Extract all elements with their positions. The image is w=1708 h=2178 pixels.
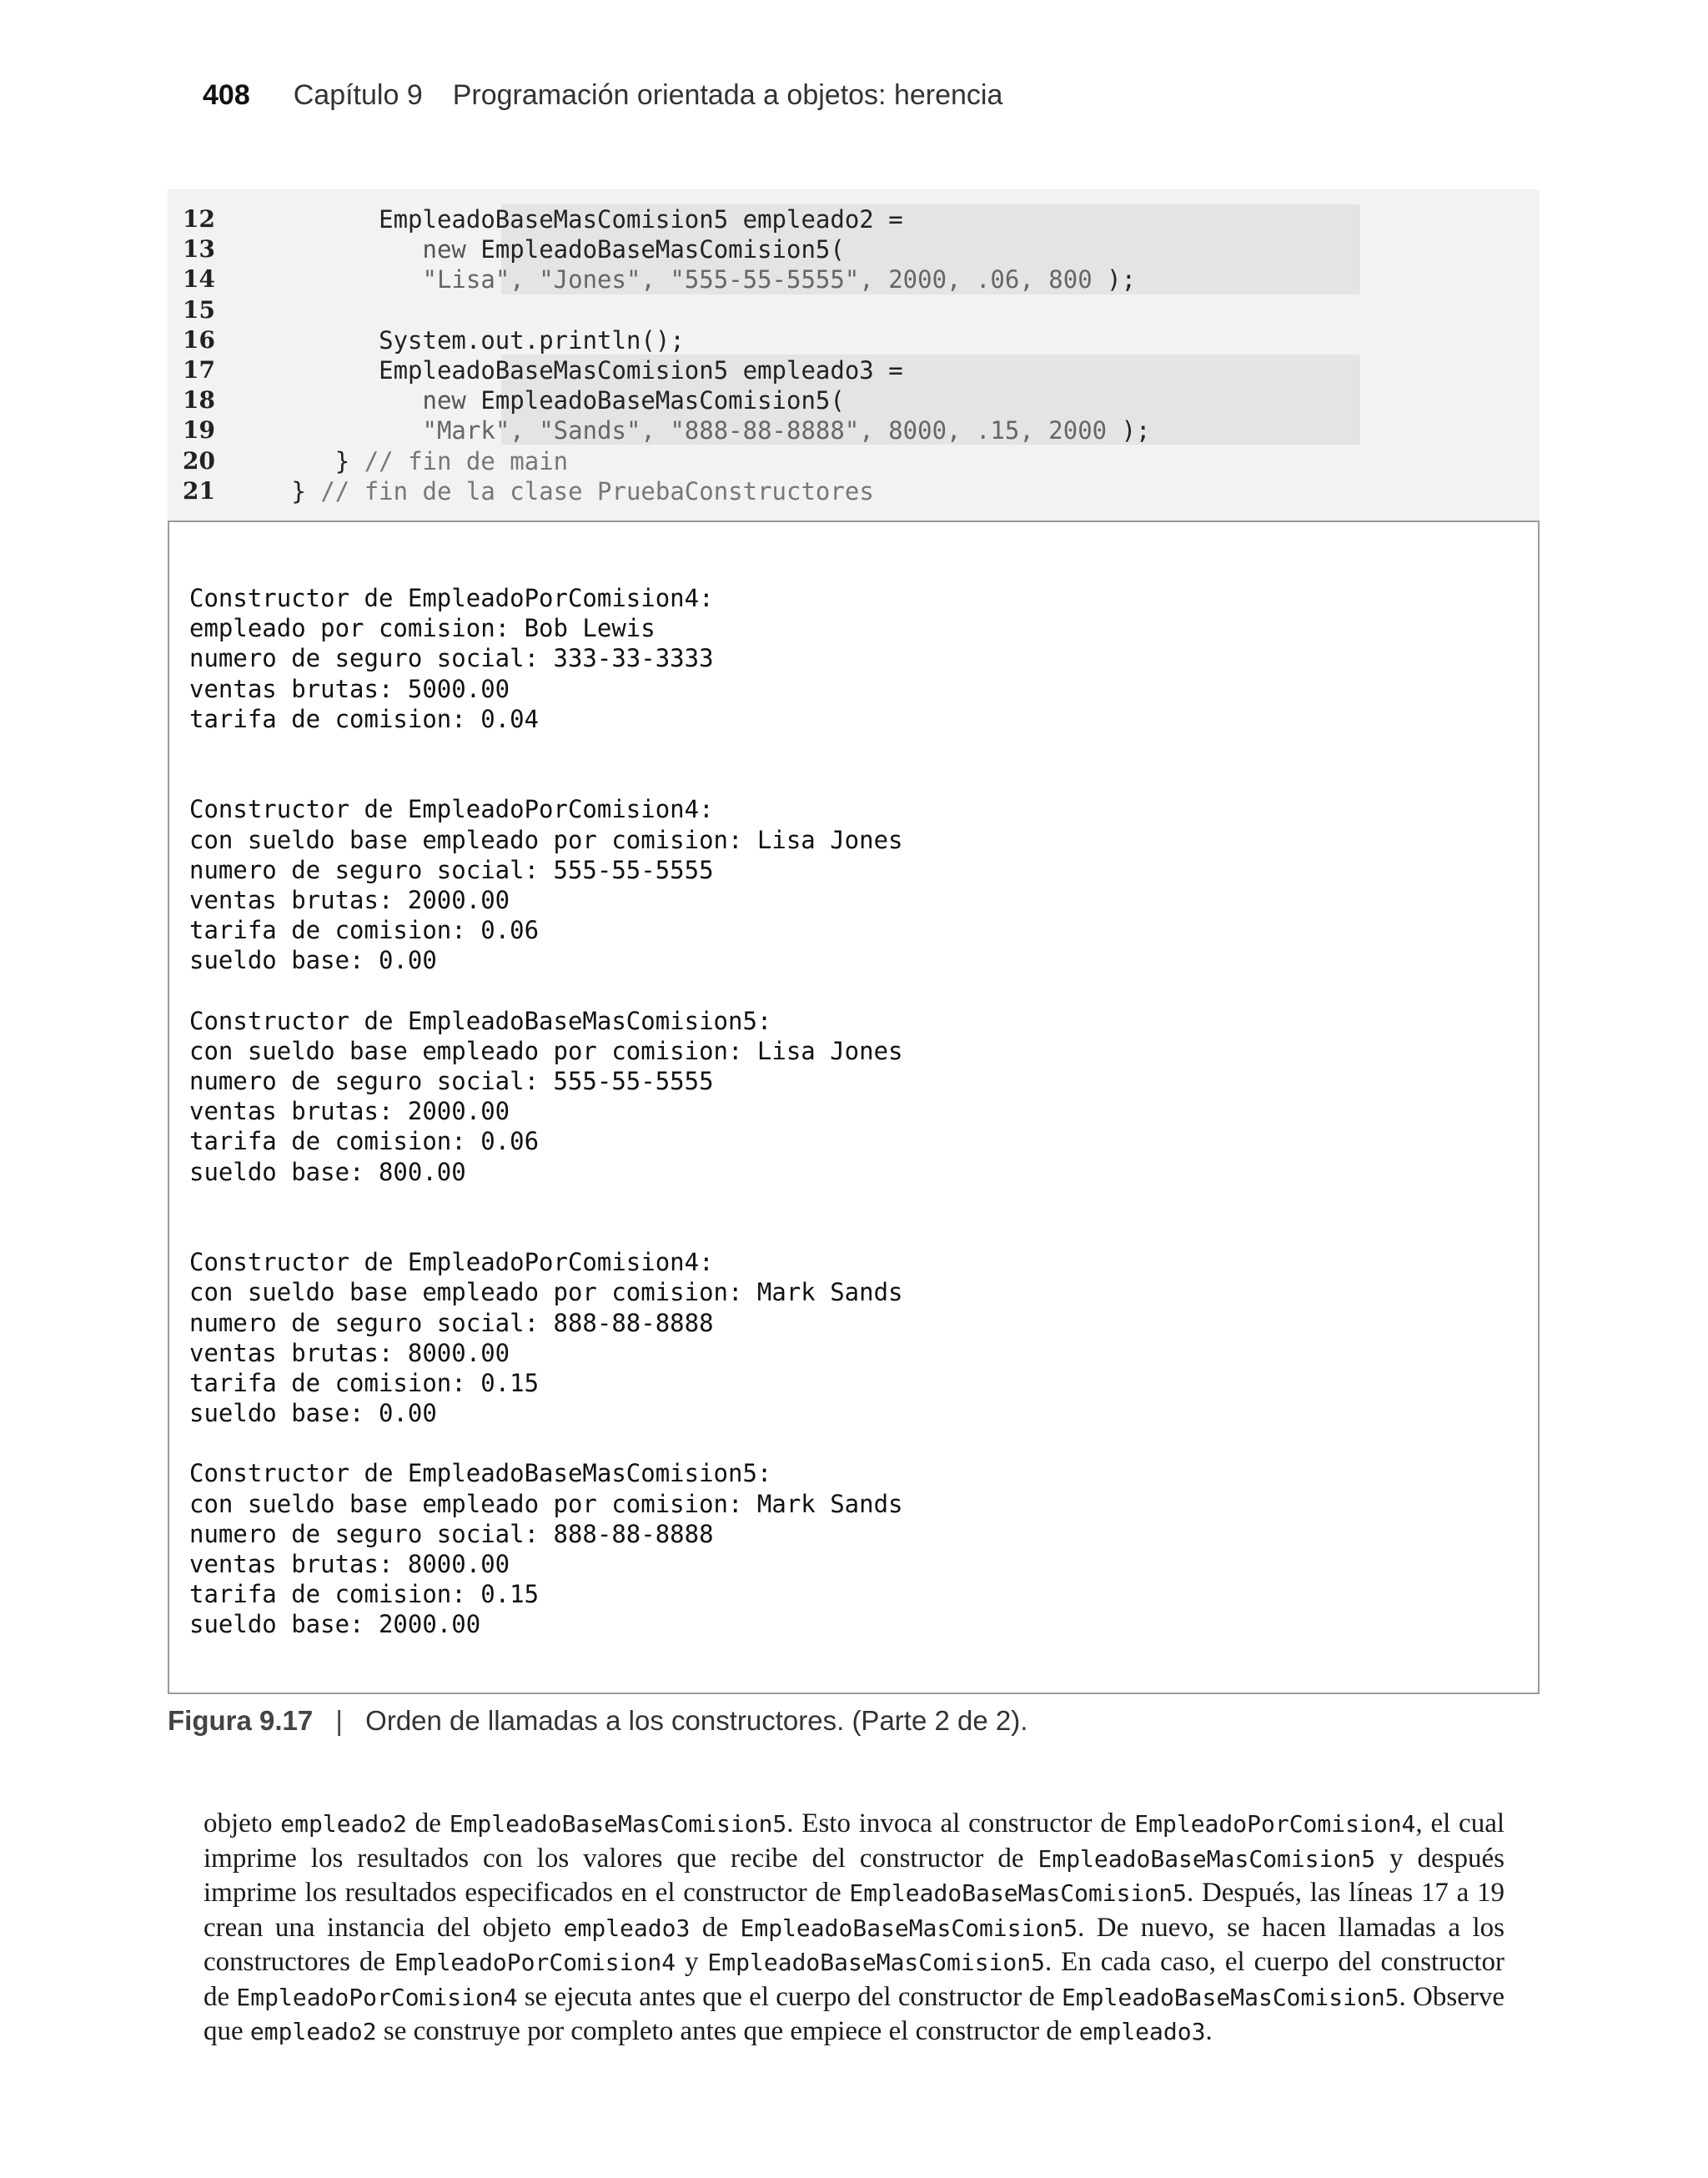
output-line: numero de seguro social: 888-88-8888 [189,1519,714,1548]
inline-code: EmpleadoBaseMasComision5 [1037,1844,1376,1873]
code-comment: // fin de la clase PruebaConstructores [320,476,874,506]
output-line: con sueldo base empleado por comision: Mark Sands [189,1278,903,1307]
output-line: Constructor de EmpleadoPorComision4: [189,795,714,824]
code-token: System.out.println(); [248,325,685,355]
code-line [168,446,1540,476]
code-token [248,416,423,445]
code-token: } [248,476,321,506]
output-line: ventas brutas: 2000.00 [189,1097,510,1126]
code-token [248,235,423,264]
code-line [168,204,1540,234]
output-line: tarifa de comision: 0.06 [189,1127,540,1156]
output-line: ventas brutas: 8000.00 [189,1338,510,1367]
output-line: sueldo base: 0.00 [189,946,437,975]
line-number: 12 [183,205,215,233]
body-text-run: se ejecuta antes que el cuerpo del constructor de [517,1981,1062,2012]
inline-code: EmpleadoBaseMasComision5 [849,1879,1187,1907]
inline-code: EmpleadoBaseMasComision5 [707,1949,1045,1976]
code-text [248,204,903,234]
code-comment: // fin de main [364,446,569,475]
output-line [189,734,903,764]
code-line [168,415,1540,445]
line-number: 17 [183,356,215,384]
page-number: 408 [203,79,250,111]
inline-code: EmpleadoPorComision4 [1134,1810,1416,1838]
output-line: Constructor de EmpleadoPorComision4: [189,584,714,612]
code-text [248,264,1136,294]
output-line [189,1217,903,1247]
figure-caption [168,1705,1027,1742]
inline-code: EmpleadoBaseMasComision5 [449,1810,787,1838]
line-number: 18 [183,386,215,415]
output-line [189,764,903,794]
line-number: 20 [183,446,215,475]
inline-code: EmpleadoBaseMasComision5 [1061,1983,1399,2011]
body-text-run: . En cada caso, el cuerpo del constructor de [203,1947,1505,2012]
body-text-run: . Esto invoca al constructor de [786,1808,1135,1838]
output-line: numero de seguro social: 888-88-8888 [189,1308,714,1337]
code-token [248,386,423,415]
body-text-run: se construye por completo antes que empiece el constructor de [376,2016,1079,2046]
output-line [189,1428,903,1458]
code-line [168,264,1540,294]
output-line: ventas brutas: 2000.00 [189,885,510,914]
output-line: sueldo base: 0.00 [189,1399,437,1428]
code-token: } [248,446,364,475]
output-lines [189,583,903,1640]
code-literal: "Mark", "Sands", "888-88-8888", 8000, .15, 2000 [422,416,1108,445]
output-line: con sueldo base empleado por comision: Lisa Jones [189,1036,903,1065]
page-header [203,79,1002,121]
code-token [248,265,423,294]
output-line: ventas brutas: 8000.00 [189,1550,510,1578]
figure-label: Figura 9.17 [168,1705,314,1736]
code-text [248,325,685,355]
output-line: sueldo base: 2000.00 [189,1610,481,1639]
code-keyword: new [422,386,466,415]
output-line: empleado por comision: Bob Lewis [189,614,656,643]
code-text [248,234,845,264]
line-number: 13 [183,235,215,264]
output-line [189,1187,903,1217]
output-line: sueldo base: 800.00 [189,1157,466,1186]
inline-code: EmpleadoBaseMasComision5 [740,1914,1078,1942]
output-line: con sueldo base empleado por comision: Lisa Jones [189,825,903,854]
caption-separator: | [335,1705,343,1736]
inline-code: EmpleadoPorComision4 [394,1949,676,1976]
output-line: Constructor de EmpleadoBaseMasComision5: [189,1459,772,1488]
code-line [168,325,1540,355]
chapter-title: Programación orientada a objetos: herencia [452,79,1003,111]
output-line: numero de seguro social: 333-33-3333 [189,644,714,673]
line-number: 16 [183,325,215,354]
body-paragraph [203,1807,1505,2050]
code-token: EmpleadoBaseMasComision5 empleado2 = [248,205,903,234]
program-output [168,521,1540,1694]
code-line [168,355,1540,385]
body-text-run: . De nuevo, se hacen llamadas a los constructores de [203,1912,1505,1977]
code-token: ); [1092,265,1137,294]
output-line: tarifa de comision: 0.15 [189,1580,540,1609]
output-line: ventas brutas: 5000.00 [189,674,510,703]
output-line [189,975,903,1005]
inline-code: empleado2 [280,1810,407,1838]
code-listing [168,189,1540,521]
code-token: EmpleadoBaseMasComision5( [465,386,845,415]
line-number: 19 [183,416,215,445]
output-line: Constructor de EmpleadoPorComision4: [189,1248,714,1277]
body-text-run: objeto [203,1808,281,1838]
code-line [168,295,1540,325]
code-token: EmpleadoBaseMasComision5( [465,235,845,264]
code-line [168,476,1540,506]
code-line [168,385,1540,415]
caption-text: Orden de llamadas a los constructores. (Parte 2 de 2). [365,1705,1028,1736]
output-line: Constructor de EmpleadoBaseMasComision5: [189,1006,772,1035]
chapter-label: Capítulo 9 [293,79,423,111]
code-token: ); [1107,416,1151,445]
inline-code: empleado3 [563,1914,691,1942]
output-line: tarifa de comision: 0.06 [189,916,540,945]
line-number: 14 [183,265,215,294]
code-text [248,355,903,385]
body-text-run: de [690,1912,741,1943]
code-text [248,415,1151,445]
code-keyword: new [422,235,466,264]
code-text [248,476,874,506]
body-text-run: y [676,1947,708,1977]
output-line: con sueldo base empleado por comision: Mark Sands [189,1489,903,1518]
code-text [248,385,845,415]
body-text-run: y después imprime los resultados especificados en el constructor de [203,1843,1505,1908]
output-line: numero de seguro social: 555-55-5555 [189,1067,714,1095]
body-text-run: de [406,1808,450,1838]
output-line: tarifa de comision: 0.04 [189,704,540,733]
output-line: tarifa de comision: 0.15 [189,1368,540,1397]
line-number: 15 [183,295,215,324]
inline-code: empleado3 [1078,2018,1206,2045]
inline-code: EmpleadoPorComision4 [236,1983,518,2011]
body-text-run: . Observe que [203,1981,1505,2046]
code-token: EmpleadoBaseMasComision5 empleado3 = [248,356,903,385]
body-text-run: . Después, las líneas 17 a 19 crean una instancia del objeto [203,1878,1505,1943]
code-line [168,234,1540,264]
line-number: 21 [183,476,215,505]
inline-code: empleado2 [249,2018,377,2045]
code-text [248,446,568,476]
output-line: numero de seguro social: 555-55-5555 [189,855,714,884]
body-text-run: . [1205,2016,1213,2046]
code-literal: "Lisa", "Jones", "555-55-5555", 2000, .06, 800 [422,265,1093,294]
body-text-run: , el cual imprime los resultados con los valores que recibe del constructor de [203,1808,1505,1874]
